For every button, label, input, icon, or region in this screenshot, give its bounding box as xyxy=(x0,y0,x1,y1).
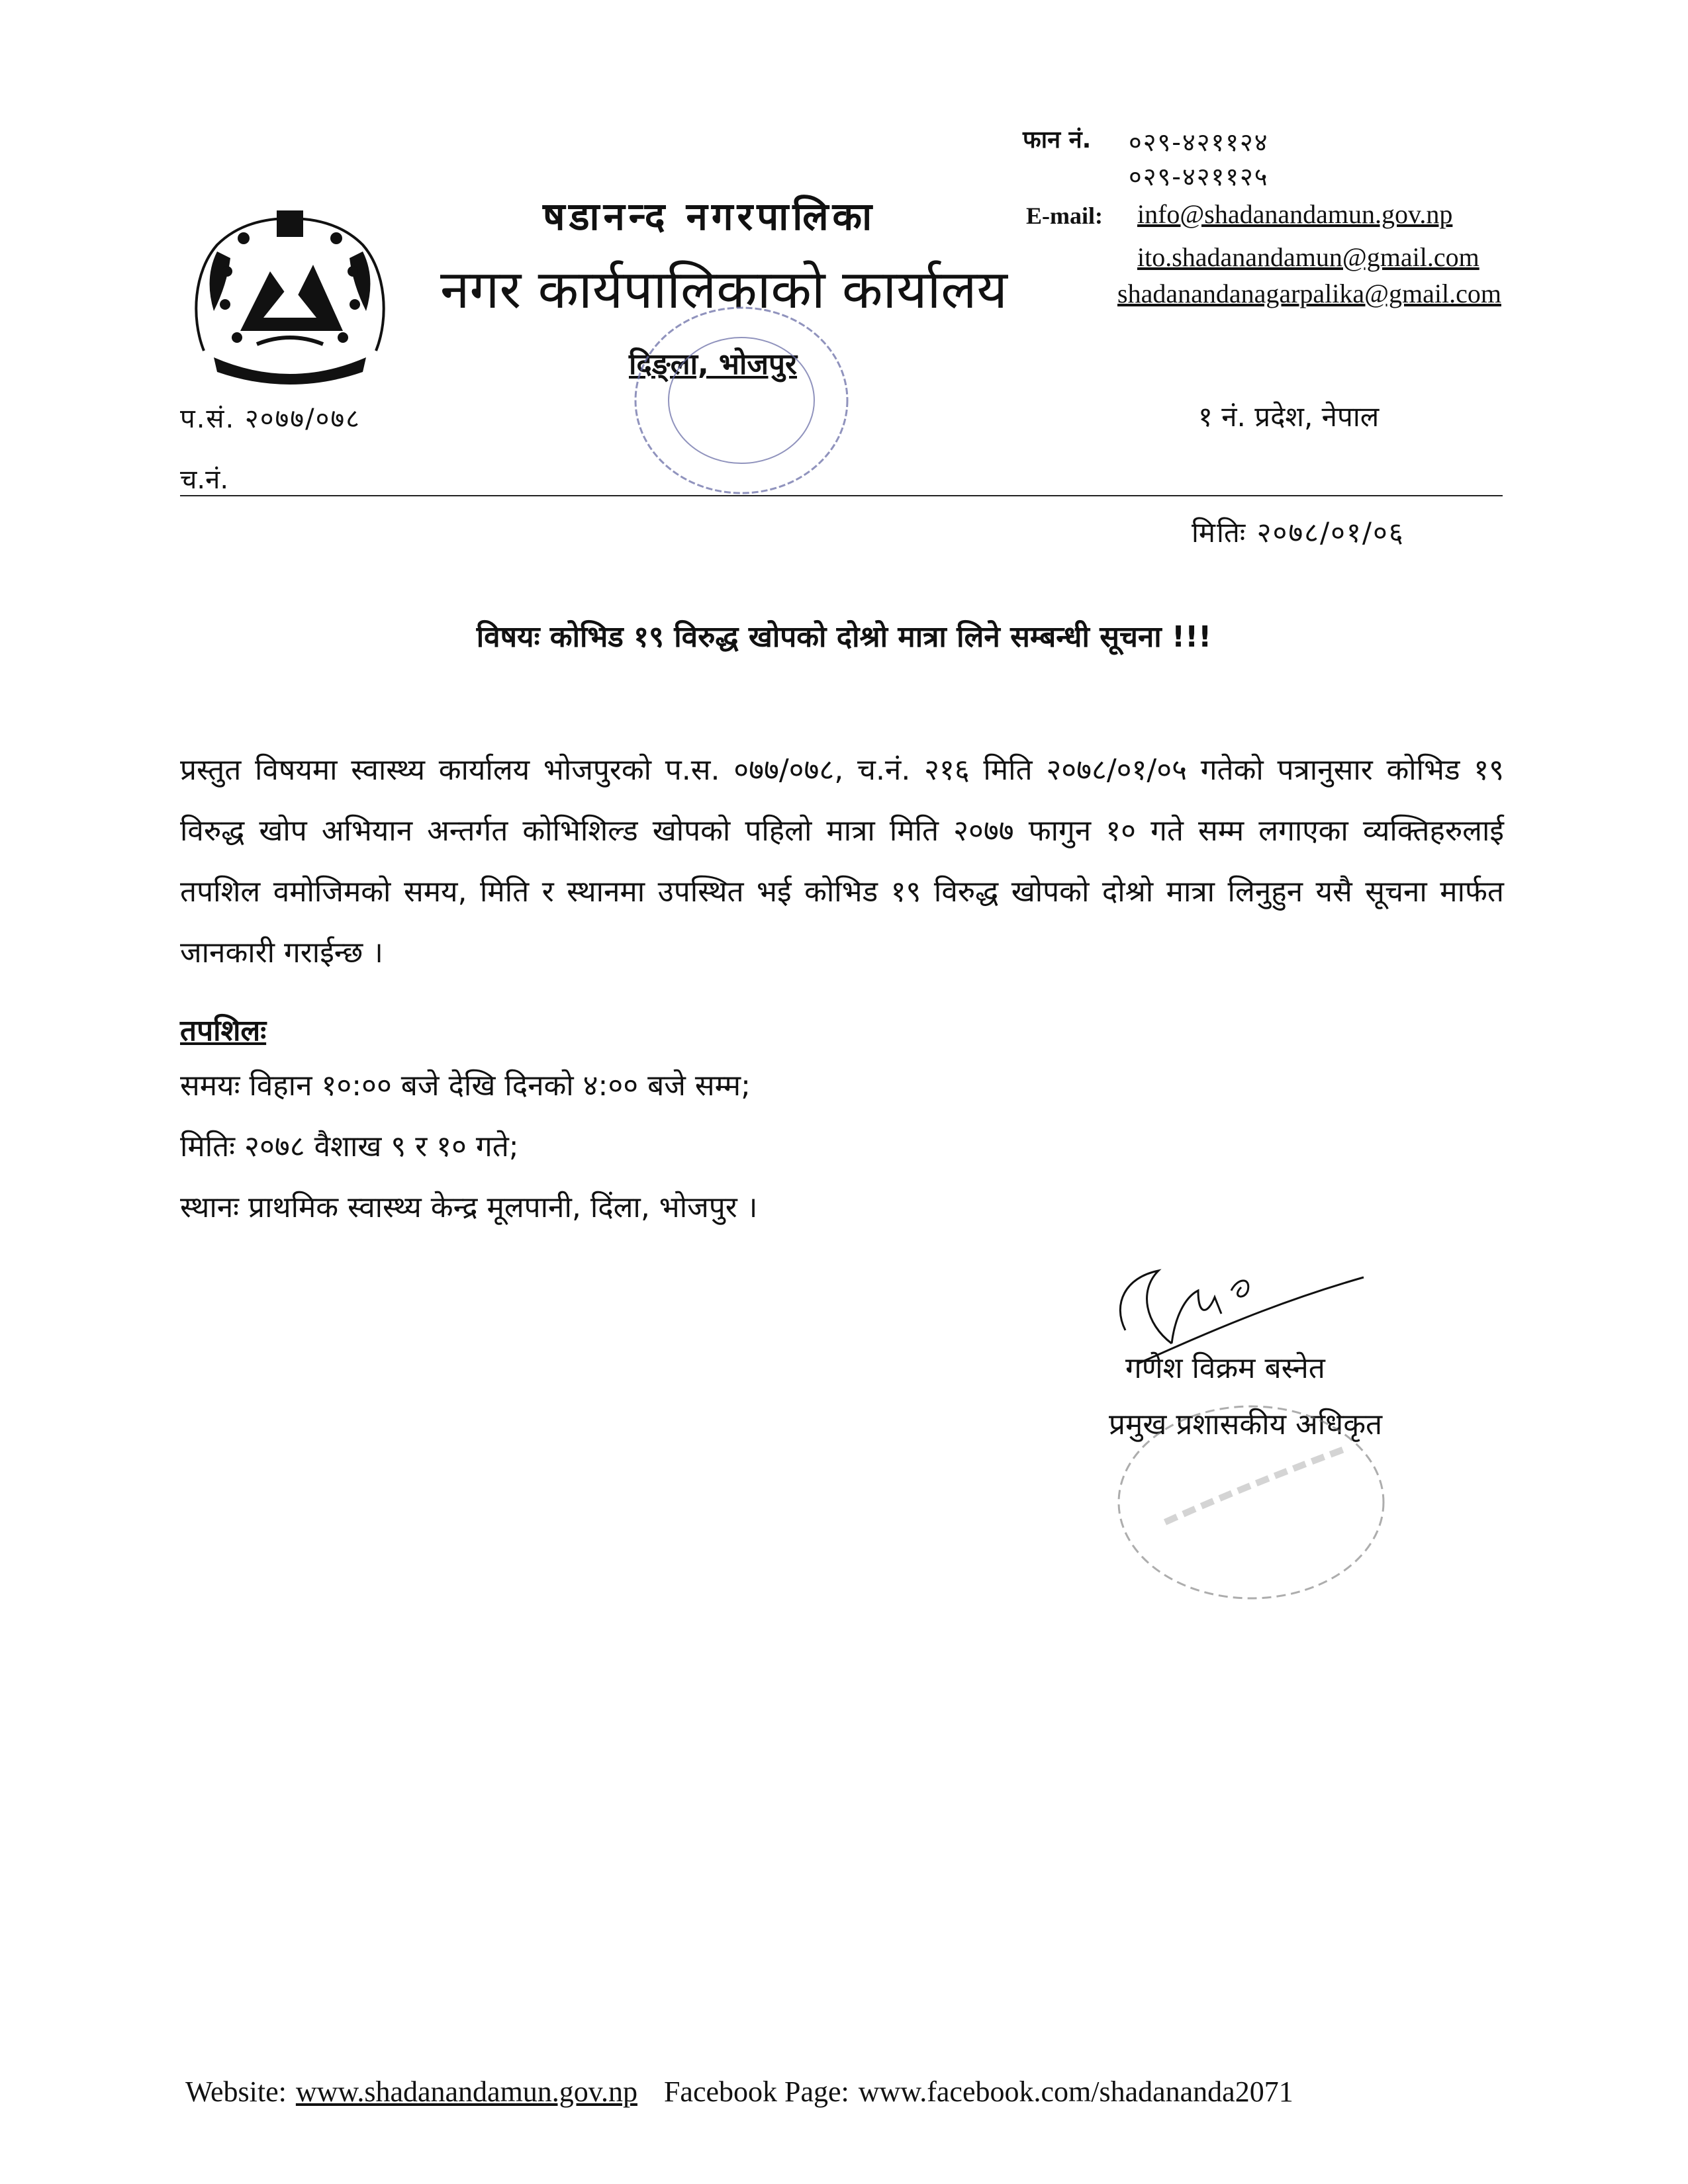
body-paragraph: प्रस्तुत विषयमा स्वास्थ्य कार्यालय भोजपुरको प.स. ०७७/०७८, च.नं. २१६ मिति २०७८/०१/०५ गतेको पत्रानुसार कोभिड १९ विरुद्ध खोप अभियान अन्तर्गत कोभिशिल्ड खोपको पहिलो मात्रा मिति २०७७ फागुन १० गते सम्म लगाएका व्यक्तिहरुलाई तपशिल वमोजिमको समय, मिति र स्थानमा उपस्थित भई कोभिड १९ विरुद्ध खोपको दोश्रो मात्रा लिनुहुन यसै सूचना मार्फत जानकारी गराईन्छ । xyxy=(180,753,1504,970)
facebook-link[interactable]: www.facebook.com/shadananda2071 xyxy=(858,2075,1293,2108)
office-name: नगर कार्यपालिकाको कार्यालय xyxy=(440,259,1008,320)
email-link[interactable]: info@shadanandamun.gov.np xyxy=(1137,199,1453,229)
letter-date: मितिः २०७८/०१/०६ xyxy=(1192,516,1405,549)
email-label: E-mail: xyxy=(1026,203,1103,229)
phone-label: फान नं. xyxy=(1023,126,1092,154)
organization-name: षडानन्द नगरपालिका xyxy=(543,194,876,239)
facebook-label: Facebook Page: xyxy=(663,2075,849,2108)
reference-number: प.सं. २०७७/०७८ xyxy=(180,404,361,434)
officer-stamp xyxy=(1105,1390,1436,1608)
nepal-emblem-icon xyxy=(177,199,402,397)
province: १ नं. प्रदेश, नेपाल xyxy=(1198,400,1380,433)
footer xyxy=(185,2075,1293,2109)
schedule-heading: तपशिलः xyxy=(180,1014,267,1048)
subject-line: विषयः कोभिड १९ विरुद्ध खोपको दोश्रो मात्रा लिने सम्बन्धी सूचना !!! xyxy=(476,620,1212,654)
signatory-title: प्रमुख प्रशासकीय अधिकृत xyxy=(1109,1408,1383,1441)
phone-number: ०२९-४२११२५ xyxy=(1129,162,1269,191)
website-link[interactable]: www.shadanandamun.gov.np xyxy=(295,2075,637,2108)
website-label: Website: xyxy=(185,2075,287,2108)
schedule-date: मितिः २०७८ वैशाख ९ र १० गते; xyxy=(180,1130,519,1163)
schedule-time: समयः विहान १०:०० बजे देखि दिनको ४:०० बजे सम्म; xyxy=(180,1069,751,1103)
office-address: दिङ्ला, भोजपुर xyxy=(629,347,798,381)
dispatch-number: च.नं. xyxy=(180,465,229,495)
office-stamp xyxy=(622,291,861,510)
email-link[interactable]: ito.shadanandamun@gmail.com xyxy=(1137,242,1479,272)
schedule-place: स्थानः प्राथमिक स्वास्थ्य केन्द्र मूलपानी, दिंला, भोजपुर । xyxy=(180,1191,758,1224)
signatory-name: गणेश विक्रम बस्नेत xyxy=(1125,1351,1325,1385)
header-divider xyxy=(180,495,1503,496)
phone-number: ०२९-४२११२४ xyxy=(1129,128,1269,157)
email-link[interactable]: shadanandanagarpalika@gmail.com xyxy=(1117,279,1501,308)
